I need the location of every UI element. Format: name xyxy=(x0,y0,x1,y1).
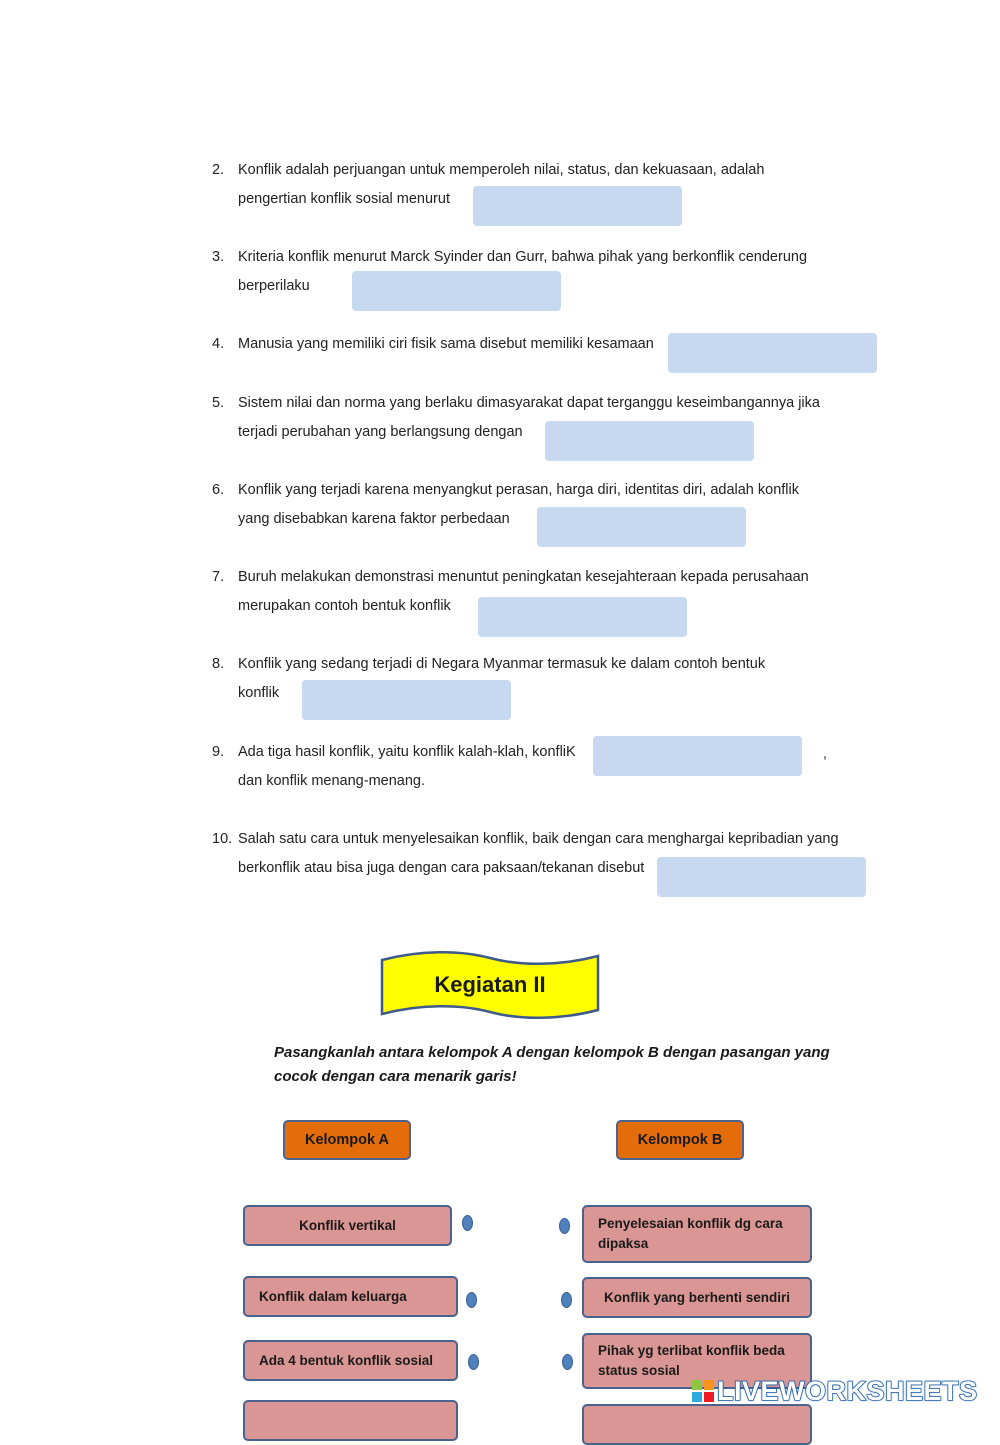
group-b-header: Kelompok B xyxy=(616,1120,744,1160)
group-a-item-4[interactable] xyxy=(243,1400,458,1441)
question-number: 5. xyxy=(212,395,225,411)
liveworksheets-logo xyxy=(692,1374,978,1408)
connector-dot-a3[interactable] xyxy=(468,1354,479,1370)
group-a-item-1[interactable]: Konflik vertikal xyxy=(243,1205,452,1246)
question-number: 4. xyxy=(212,336,225,352)
answer-input-5[interactable] xyxy=(546,422,753,460)
question-text-line1: Konflik yang terjadi karena menyangkut perasan, harga diri, identitas diri, adalah konflik xyxy=(238,482,799,498)
question-number: 10. xyxy=(212,831,233,847)
answer-input-8[interactable] xyxy=(303,681,510,719)
question-5 xyxy=(212,389,872,459)
question-number: 7. xyxy=(212,569,225,585)
answer-input-4[interactable] xyxy=(669,334,876,372)
question-text-line2: konflik xyxy=(238,685,280,701)
question-text-line1: Buruh melakukan demonstrasi menuntut peningkatan kesejahteraan kepada perusahaan xyxy=(238,569,809,585)
group-b-item-1[interactable]: Penyelesaian konflik dg cara dipaksa xyxy=(582,1205,812,1263)
question-number: 9. xyxy=(212,744,225,760)
answer-input-10[interactable] xyxy=(658,858,865,896)
answer-input-3[interactable] xyxy=(353,272,560,310)
answer-input-9[interactable] xyxy=(594,737,801,775)
instruction-line1: Pasangkanlah antara kelompok A dengan kelompok B dengan pasangan yang xyxy=(274,1044,830,1061)
question-text-line1: Konflik yang sedang terjadi di Negara Myanmar termasuk ke dalam contoh bentuk xyxy=(238,656,766,672)
activity-instruction xyxy=(274,1041,854,1089)
connector-dot-b2[interactable] xyxy=(561,1292,572,1308)
group-b-item-4[interactable] xyxy=(582,1404,812,1445)
group-a-header: Kelompok A xyxy=(283,1120,411,1160)
question-text-line1: Sistem nilai dan norma yang berlaku dimasyarakat dapat terganggu keseimbangannya jika xyxy=(238,395,820,411)
connector-dot-b1[interactable] xyxy=(559,1218,570,1234)
answer-input-6[interactable] xyxy=(538,508,745,546)
question-text-line2: merupakan contoh bentuk konflik xyxy=(238,598,451,614)
logo-blocks-icon xyxy=(692,1380,714,1402)
question-9-comma: , xyxy=(823,745,827,761)
logo-text: LIVEWORKSHEETS xyxy=(717,1375,978,1406)
connector-dot-b3[interactable] xyxy=(562,1354,573,1370)
question-number: 3. xyxy=(212,249,225,265)
question-text-line1: Ada tiga hasil konflik, yaitu konflik kalah-klah, konfliK xyxy=(238,744,576,760)
question-text-line1: Konflik adalah perjuangan untuk memperoleh nilai, status, dan kekuasaan, adalah xyxy=(238,162,765,178)
question-number: 8. xyxy=(212,656,225,672)
connector-dot-a1[interactable] xyxy=(462,1215,473,1231)
question-text-line2: berperilaku xyxy=(238,278,310,294)
question-text-line1: Salah satu cara untuk menyelesaikan konflik, baik dengan cara menghargai kepribadian yang xyxy=(238,831,839,847)
answer-input-2[interactable] xyxy=(474,187,681,225)
question-text-line2: berkonflik atau bisa juga dengan cara paksaan/tekanan disebut xyxy=(238,860,645,876)
activity-title: Kegiatan II xyxy=(434,972,546,997)
group-a-item-2[interactable]: Konflik dalam keluarga xyxy=(243,1276,458,1317)
question-text-line2: terjadi perubahan yang berlangsung dengan xyxy=(238,424,523,440)
question-number: 2. xyxy=(212,162,225,178)
answer-input-7[interactable] xyxy=(479,598,686,636)
question-text-line2: pengertian konflik sosial menurut xyxy=(238,191,450,207)
question-text-line2: yang disebabkan karena faktor perbedaan xyxy=(238,511,510,527)
group-b-item-3[interactable]: Pihak yg terlibat konflik beda status sosial xyxy=(582,1333,812,1389)
instruction-line2: cocok dengan cara menarik garis! xyxy=(274,1068,517,1085)
question-text-line1: Kriteria konflik menurut Marck Syinder dan Gurr, bahwa pihak yang berkonflik cenderung xyxy=(238,249,808,265)
group-b-item-2[interactable]: Konflik yang berhenti sendiri xyxy=(582,1277,812,1318)
group-a-item-3[interactable]: Ada 4 bentuk konflik sosial xyxy=(243,1340,458,1381)
question-text-line1: Manusia yang memiliki ciri fisik sama disebut memiliki kesamaan xyxy=(238,336,654,352)
question-number: 6. xyxy=(212,482,225,498)
connector-dot-a2[interactable] xyxy=(466,1292,477,1308)
question-text-line2: dan konflik menang-menang. xyxy=(238,773,426,789)
